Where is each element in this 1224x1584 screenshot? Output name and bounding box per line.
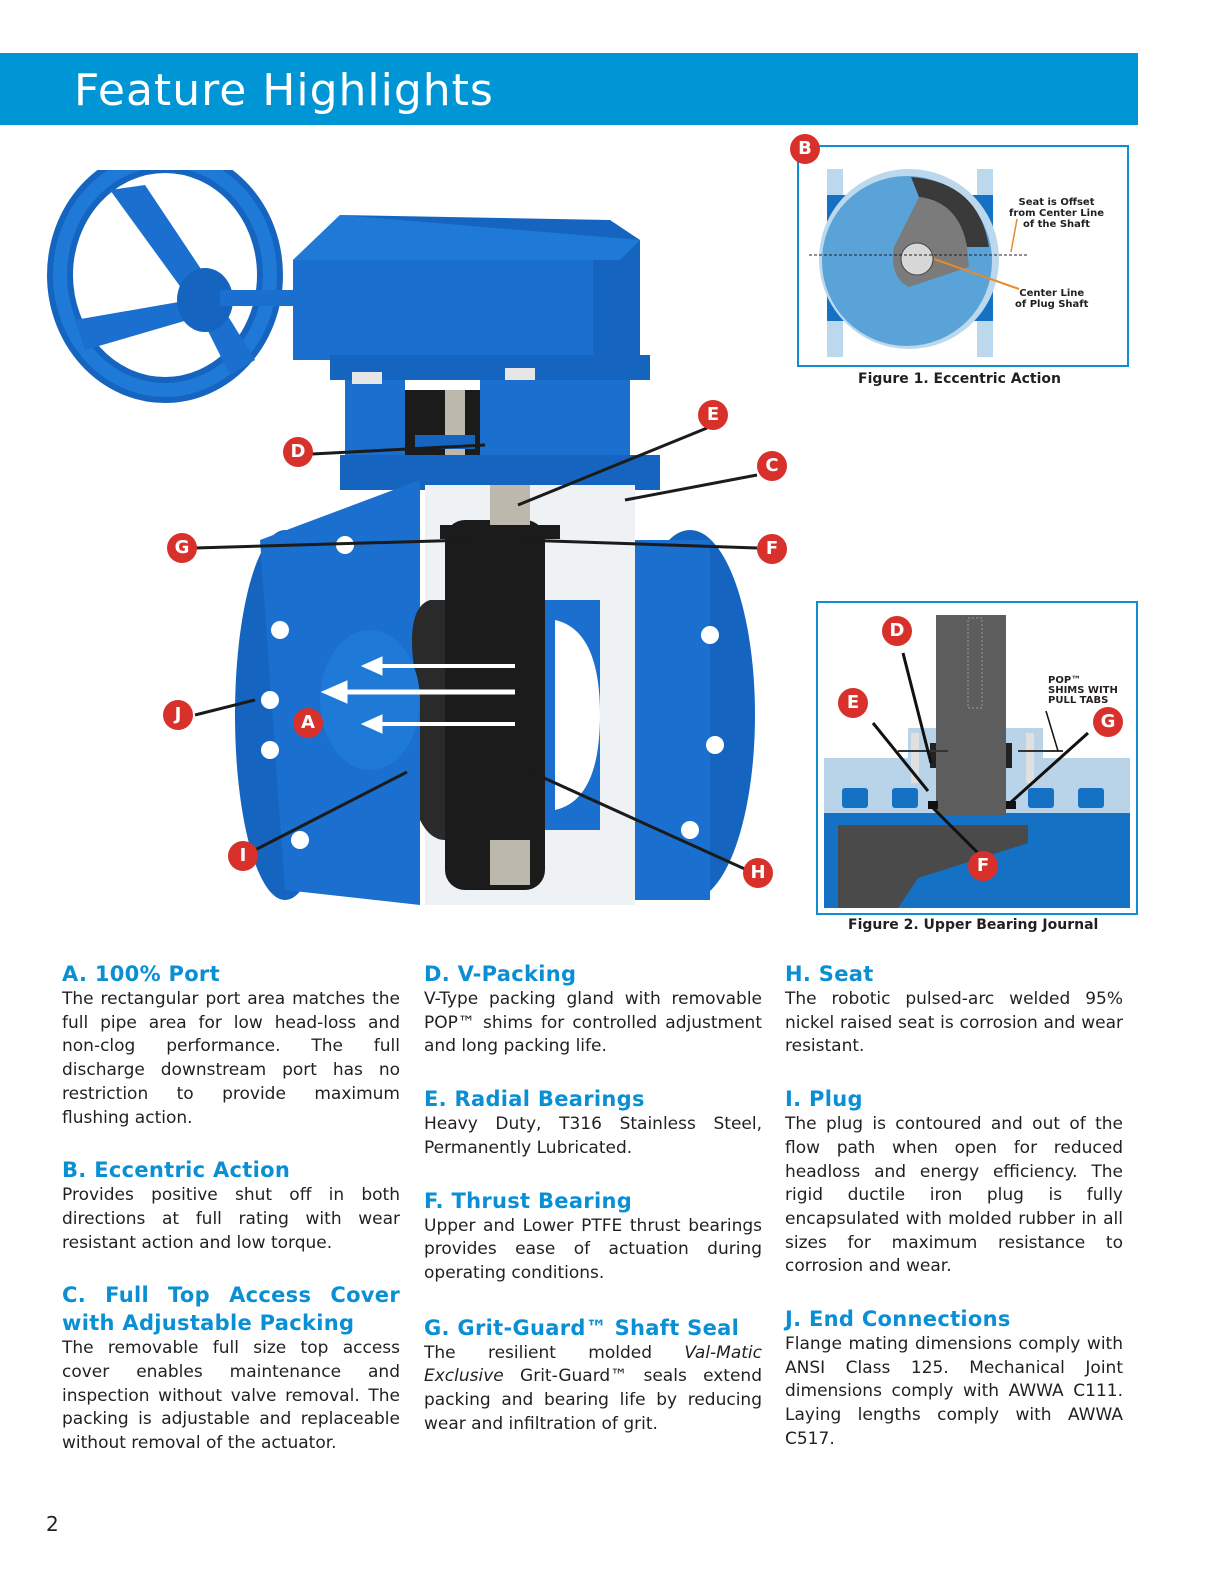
feature-title: G. Grit-Guard™ Shaft Seal <box>424 1315 740 1340</box>
callout-a: A <box>293 708 323 738</box>
feature-d <box>424 960 762 1059</box>
feature-title: B. Eccentric Action <box>62 1158 291 1183</box>
shims-label-line2: SHIMS WITH <box>1048 685 1118 696</box>
feature-title: H. Seat <box>785 962 874 986</box>
column-1 <box>62 960 400 1476</box>
shims-label-line1: POP™ <box>1048 675 1082 686</box>
figure1-caption: Figure 1. Eccentric Action <box>858 371 1061 387</box>
feature-title: E. Radial Bearings <box>424 1087 645 1112</box>
feature-title: A. 100% Port <box>62 962 220 986</box>
callout-f: F <box>757 534 787 564</box>
feature-body: The robotic pulsed-arc welded 95% nickel raised seat is corrosion and wear resistant. <box>785 989 1123 1057</box>
callout-j: J <box>163 700 193 730</box>
callout-i: I <box>228 841 258 871</box>
center-label-line2: of Plug Shaft <box>1015 299 1089 310</box>
feature-body: Upper and Lower PTFE thrust bearings provides ease of actuation during operating conditions. <box>424 1215 762 1283</box>
feature-body: Flange mating dimensions comply with ANSI Class 125. Mechanical Joint dimensions comply with AWWA C111. Laying lengths comply with AWWA C517. <box>785 1334 1123 1449</box>
feature-title: C. Full Top Access Cover with Adjustable Packing <box>62 1283 400 1336</box>
shims-label-line3: PULL TABS <box>1048 695 1109 706</box>
page-title: Feature Highlights <box>74 65 494 116</box>
feature-body-emphasis: Val-Matic Exclusive <box>424 1342 762 1387</box>
callout-e: E <box>698 400 728 430</box>
feature-g <box>424 1314 762 1437</box>
callout-b: B <box>790 134 820 164</box>
column-2 <box>424 960 762 1456</box>
feature-f <box>424 1187 762 1286</box>
feature-title: I. Plug <box>785 1087 863 1112</box>
callout-d: D <box>283 437 313 467</box>
eccentric-action-diagram <box>799 147 1127 365</box>
feature-body-text: Grit-Guard™ seals extend packing and bearing life by reducing wear and infiltration of grit. <box>424 1366 762 1434</box>
column-3 <box>785 960 1123 1472</box>
offset-label-line3: of the Shaft <box>1022 219 1091 230</box>
figure-eccentric-action <box>797 145 1129 367</box>
feature-c <box>62 1281 400 1456</box>
feature-body: Provides positive shut off in both directions at full rating with wear resistant action and low torque. <box>62 1185 400 1253</box>
fig2-callout-e: E <box>838 688 868 718</box>
gearbox-icon <box>293 215 660 490</box>
feature-e <box>424 1085 762 1160</box>
callout-g: G <box>167 533 197 563</box>
feature-body: The rectangular port area matches the full pipe area for low head-loss and non-clog performance. The full discharge downstream port has no restriction to provide maximum flushing action. <box>62 989 400 1128</box>
feature-j <box>785 1305 1123 1452</box>
page-number: 2 <box>46 1512 59 1536</box>
fig2-callout-d: D <box>882 616 912 646</box>
handwheel-icon <box>60 170 295 390</box>
feature-title: F. Thrust Bearing <box>424 1188 633 1213</box>
header-banner <box>0 53 1138 125</box>
feature-h <box>785 960 1123 1059</box>
figure2-caption: Figure 2. Upper Bearing Journal <box>848 917 1099 933</box>
offset-label-line1: Seat is Offset <box>1018 197 1095 208</box>
feature-title: J. End Connections <box>785 1307 1011 1332</box>
fig2-callout-f: F <box>968 851 998 881</box>
feature-body: The plug is contoured and out of the flow path when open for reduced headloss and energy efficiency. The rigid ductile iron plug is fully encapsulated with molded rubber in all sizes for maximum resistance to corrosion and wear. <box>785 1114 1123 1277</box>
feature-body-text: The resilient molded <box>424 1342 685 1363</box>
feature-body: The removable full size top access cover enables maintenance and inspection without valve removal. The packing is adjustable and replaceable without removal of the actuator. <box>62 1338 400 1454</box>
center-label-line1: Center Line <box>1019 288 1085 299</box>
feature-body: Heavy Duty, T316 Stainless Steel, Permanently Lubricated. <box>424 1114 762 1158</box>
offset-label-line2: from Center Line <box>1009 208 1104 219</box>
feature-title: D. V-Packing <box>424 962 577 986</box>
valve-cutaway-illustration <box>40 170 840 930</box>
feature-body <box>424 1342 762 1437</box>
feature-body: V-Type packing gland with removable POP™ shims for controlled adjustment and long packing life. <box>424 989 762 1057</box>
callout-h: H <box>743 858 773 888</box>
feature-a <box>62 960 400 1130</box>
fig2-callout-g: G <box>1093 707 1123 737</box>
feature-i <box>785 1085 1123 1279</box>
callout-c: C <box>757 451 787 481</box>
feature-b <box>62 1156 400 1255</box>
